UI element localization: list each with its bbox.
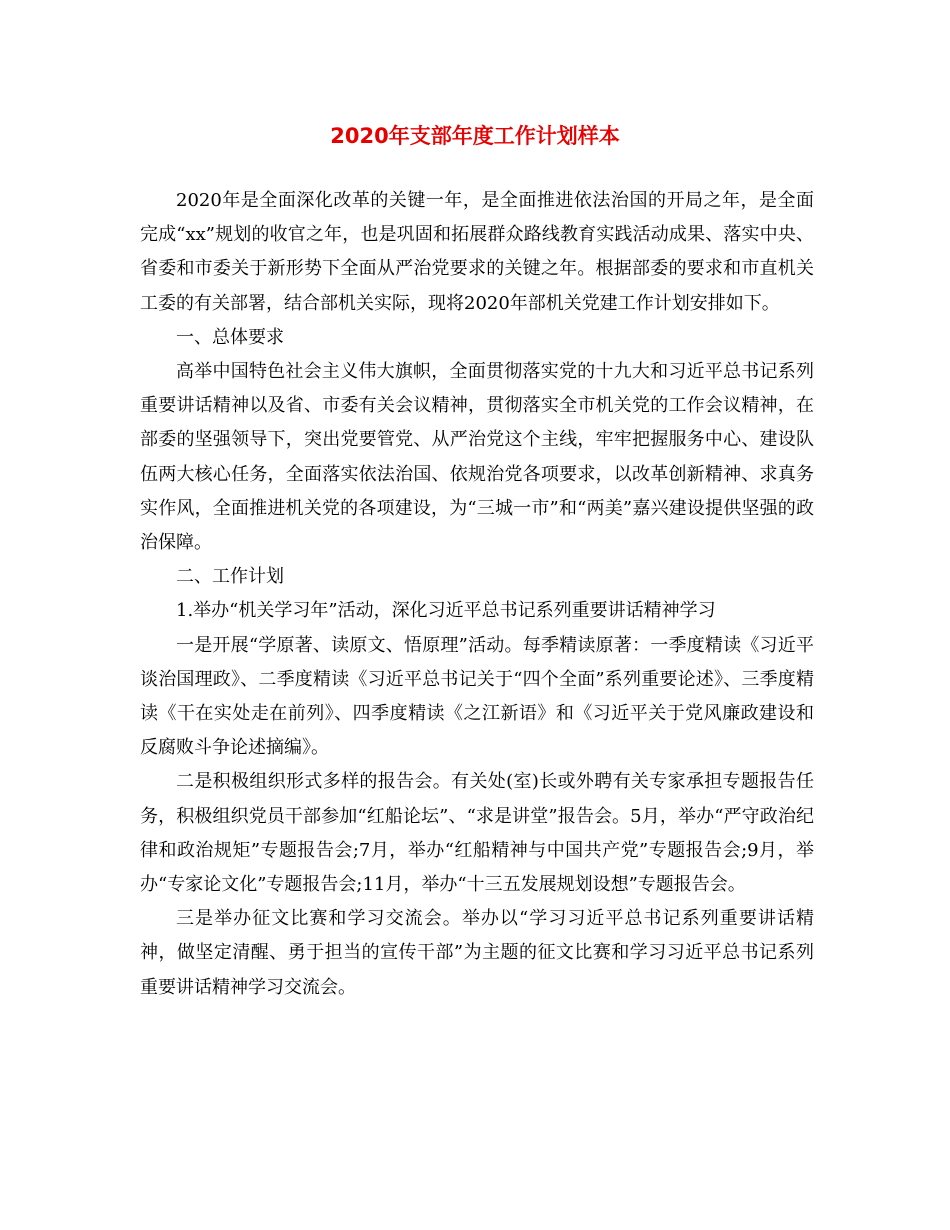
heading-general-requirements: 一、总体要求: [176, 326, 284, 348]
document-body: [140, 184, 814, 1005]
paragraph-intro: 2020年是全面深化改革的关键一年，是全面推进依法治国的开局之年，是全面完成“xx”规划的收官之年，也是巩固和拓展群众路线教育实践活动成果、落实中央、省委和市委关于新形势下全面从严治党要求的关键之年。根据部委的要求和市直机关工委的有关部署，结合部机关实际，现将2020年部机关党建工作计划安排如下。: [140, 190, 814, 314]
paragraph-item-one: 一是开展“学原著、读原文、悟原理”活动。每季精读原著：一季度精读《习近平谈治国理政》、二季度精读《习近平总书记关于“四个全面”系列重要论述》、三季度精读《干在实处走在前列》、四季度精读《之江新语》和《习近平关于党风廉政建设和反腐败斗争论述摘编》。: [140, 634, 814, 759]
paragraph-item-two: 二是积极组织形式多样的报告会。有关处(室)长或外聘有关专家承担专题报告任务，积极组织党员干部参加“红船论坛”、“求是讲堂”报告会。5月，举办“严守政治纪律和政治规矩”专题报告会;7月，举办“红船精神与中国共产党”专题报告会;9月，举办“专家论文化”专题报告会;11月，举办“十三五发展规划设想”专题报告会。: [140, 771, 814, 896]
paragraph-item-three: 三是举办征文比赛和学习交流会。举办以“学习习近平总书记系列重要讲话精神，做坚定清醒、勇于担当的宣传干部”为主题的征文比赛和学习习近平总书记系列重要讲话精神学习交流会。: [140, 908, 814, 998]
paragraph-general-requirements: 高举中国特色社会主义伟大旗帜，全面贯彻落实党的十九大和习近平总书记系列重要讲话精神以及省、市委有关会议精神，贯彻落实全市机关党的工作会议精神，在部委的坚强领导下，突出党要管党、从严治党这个主线，牢牢把握服务中心、建设队伍两大核心任务，全面落实依法治国、依规治党各项要求，以改革创新精神、求真务实作风，全面推进机关党的各项建设，为“三城一市”和“两美”嘉兴建设提供坚强的政治保障。: [140, 361, 814, 554]
document-title: 2020年支部年度工作计划样本: [330, 124, 620, 148]
subheading-study-year: 1.举办“机关学习年”活动，深化习近平总书记系列重要讲话精神学习: [176, 600, 716, 622]
heading-work-plan: 二、工作计划: [176, 566, 284, 588]
